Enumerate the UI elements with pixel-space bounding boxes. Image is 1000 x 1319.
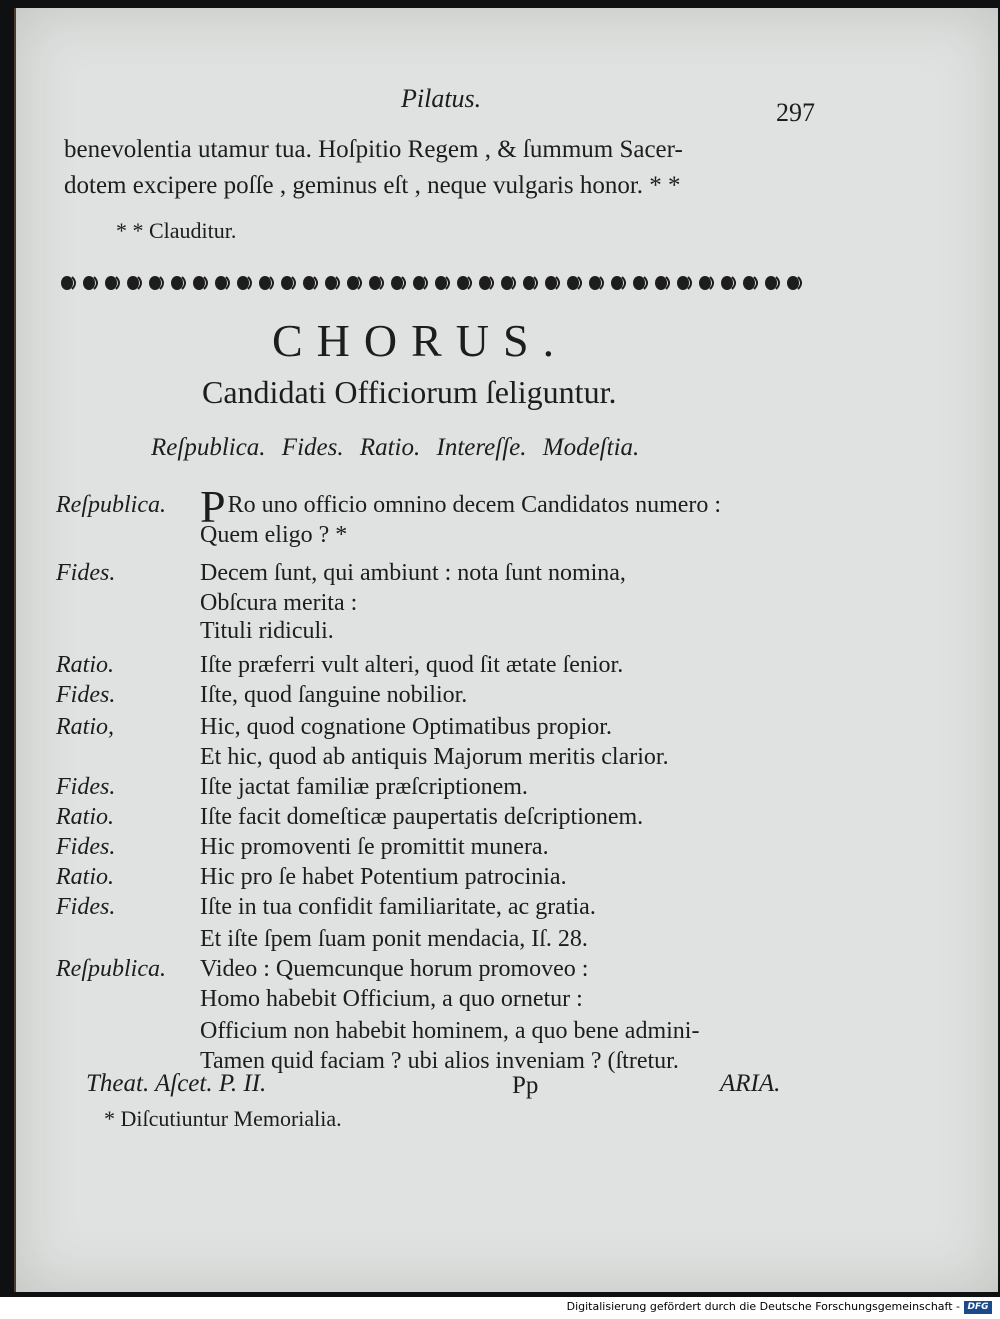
speaker-label: Fides. bbox=[56, 894, 116, 920]
dialogue-line: Iſte in tua confidit familiaritate, ac gratia. bbox=[200, 894, 596, 920]
dialogue-line: Hic promoventi ſe promittit munera. bbox=[200, 834, 549, 860]
intro-line-2: dotem excipere poſſe , geminus eſt , neque vulgaris honor. * * bbox=[64, 172, 681, 199]
digitization-banner bbox=[0, 1297, 1000, 1319]
dialogue-line: Tamen quid faciam ? ubi alios inveniam ? (ſtretur. bbox=[200, 1048, 679, 1074]
dialogue-line: Iſte jactat familiæ præſcriptionem. bbox=[200, 774, 528, 800]
speaker-label: Ratio. bbox=[56, 652, 114, 678]
speaker-label: Ratio. bbox=[56, 804, 114, 830]
intro-line-1: benevolentia utamur tua. Hoſpitio Regem , & ſummum Sacer- bbox=[64, 136, 683, 163]
dialogue-line: Homo habebit Officium, a quo ornetur : bbox=[200, 986, 583, 1012]
book-page bbox=[14, 8, 998, 1292]
ornament-divider-icon bbox=[56, 268, 816, 298]
dramatis-personae: Reſpublica. Fides. Ratio. Intereſſe. Modeſtia. bbox=[151, 434, 640, 461]
footer-title: Theat. Aſcet. P. II. bbox=[86, 1070, 267, 1097]
speaker-label: Fides. bbox=[56, 774, 116, 800]
dfg-logo-icon: DFG bbox=[964, 1301, 992, 1314]
speaker-label: Fides. bbox=[56, 682, 116, 708]
dialogue-line: Video : Quemcunque horum promoveo : bbox=[200, 956, 589, 982]
speaker-label: Fides. bbox=[56, 834, 116, 860]
scene-title: CHORUS. bbox=[272, 315, 569, 366]
dialogue-line: Et hic, quod ab antiquis Majorum meritis clarior. bbox=[200, 744, 669, 770]
speaker-label: Reſpublica. bbox=[56, 492, 166, 518]
dialogue-text: Ro uno officio omnino decem Candidatos numero : bbox=[227, 492, 722, 518]
dialogue-line: Iſte præferri vult alteri, quod ſit ætate ſenior. bbox=[200, 652, 624, 678]
dialogue-line: Iſte facit domeſticæ paupertatis deſcriptionem. bbox=[200, 804, 644, 830]
dialogue-line: Quem eligo ? * bbox=[200, 522, 348, 548]
stage-direction: * * Clauditur. bbox=[116, 218, 237, 243]
dialogue-line: Hic, quod cognatione Optimatibus propior. bbox=[200, 714, 612, 740]
speaker-label: Reſpublica. bbox=[56, 956, 166, 982]
catchword: ARIA. bbox=[720, 1070, 781, 1097]
banner-text: Digitalisierung gefördert durch die Deutsche Forschungsgemeinschaft - bbox=[566, 1300, 960, 1313]
scene-subtitle: Candidati Officiorum ſeliguntur. bbox=[202, 374, 617, 410]
running-header: Pilatus. bbox=[401, 84, 482, 113]
dialogue-line: Et iſte ſpem ſuam ponit mendacia, Iſ. 28. bbox=[200, 926, 588, 952]
dialogue-line: Iſte, quod ſanguine nobilior. bbox=[200, 682, 468, 708]
signature-mark: Pp bbox=[512, 1072, 539, 1099]
dialogue-line: Officium non habebit hominem, a quo bene admini- bbox=[200, 1018, 700, 1044]
drop-cap: P bbox=[200, 481, 226, 532]
dialogue-line: Obſcura merita : bbox=[200, 590, 358, 616]
footnote: * Diſcutiuntur Memorialia. bbox=[104, 1106, 342, 1131]
page-number: 297 bbox=[776, 98, 815, 127]
dialogue-line: Hic pro ſe habet Potentium patrocinia. bbox=[200, 864, 567, 890]
dialogue-line: Tituli ridiculi. bbox=[200, 618, 334, 644]
speaker-label: Ratio, bbox=[56, 714, 114, 740]
speaker-label: Ratio. bbox=[56, 864, 114, 890]
speaker-label: Fides. bbox=[56, 560, 116, 586]
dialogue-line bbox=[200, 481, 722, 532]
dialogue-line: Decem ſunt, qui ambiunt : nota ſunt nomina, bbox=[200, 560, 626, 586]
